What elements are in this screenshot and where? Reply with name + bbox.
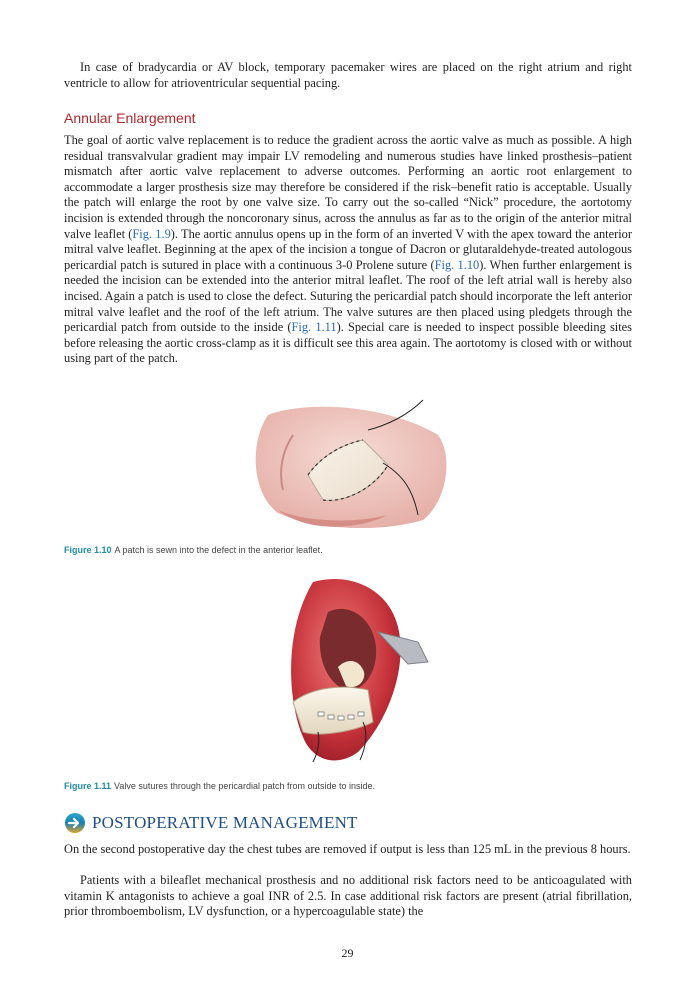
figure-1-10-caption bbox=[64, 545, 323, 555]
figure-1-10-illustration bbox=[238, 395, 458, 535]
figure-1-11-illustration bbox=[258, 572, 438, 772]
figure-reference-1-10[interactable]: Fig. 1.10 bbox=[434, 257, 480, 272]
annular-text-part-1: The goal of aortic valve replacement is to reduce the gradient across the aortic valve as much as possible. A high residual transvalvular gradient may impair LV remodeling and numerous studies have linked prosthesis–patient mismatch after aortic valve replacement to adverse outcomes. Performing an aortic root enlargement to accommodate a larger prosthesis size may therefore be considered if the risk–benefit ratio is acceptable. Usually the patch will enlarge the root by one valve size. To carry out the so-called “Nick” procedure, the aortotomy incision is extended through the noncoronary sinus, across the annulus as far as to the origin of the anterior mitral valve leaflet ( bbox=[64, 133, 632, 241]
figure-1-10-caption-text: A patch is sewn into the defect in the anterior leaflet. bbox=[114, 545, 323, 555]
postop-paragraph-2: Patients with a bileaflet mechanical prosthesis and no additional risk factors need to be anticoagulated with vitamin K antagonists to achieve a goal INR of 2.5. In case additional risk factors are present (atrial fibrillation, prior thromboembolism, LV dysfunction, or a hypercoagulable state) the bbox=[64, 873, 632, 919]
annular-text-part-2: ). The aortic annulus opens up in the form of an inverted V with the apex toward the anterior mitral valve leaflet. Beginning at the apex of the incision a tongue of Dacron or glutaraldehyde-treated autologous pericardial patch is sutured in place with a continuous 3-0 Prolene suture ( bbox=[64, 226, 633, 272]
annular-enlargement-heading: Annular Enlargement bbox=[64, 110, 196, 126]
postoperative-management-title: POSTOPERATIVE MANAGEMENT bbox=[92, 813, 358, 832]
figure-1-11-caption-text: Valve sutures through the pericardial patch from outside to inside. bbox=[114, 781, 376, 791]
figure-1-11-label: Figure 1.11 bbox=[64, 781, 112, 791]
page-number: 29 bbox=[341, 946, 354, 960]
intro-paragraph: In case of bradycardia or AV block, temporary pacemaker wires are placed on the right atrium and right ventricle to allow for atrioventricular sequential pacing. bbox=[64, 60, 632, 90]
annular-text-part-3: ). When further enlargement is needed the incision can be extended into the anterior mitral leaflet. The roof of the left atrial wall is hereby also incised. Again a patch is used to close the defect. Suturing the pericardial patch should incorporate the left anterior mitral valve leaflet and the roof of the left atrium. The valve sutures are then placed using pledgets through the pericardial patch from outside to the inside ( bbox=[64, 257, 633, 335]
postoperative-management-heading bbox=[64, 812, 358, 834]
figure-1-11-caption bbox=[64, 781, 375, 791]
figure-reference-1-11[interactable]: Fig. 1.11 bbox=[291, 320, 337, 335]
arrow-circle-icon bbox=[64, 812, 86, 834]
annular-enlargement-paragraph bbox=[64, 133, 632, 367]
figure-reference-1-9[interactable]: Fig. 1.9 bbox=[132, 226, 171, 241]
annular-text-part-4: ). Special care is needed to inspect possible bleeding sites before releasing the aortic cross-clamp as it is difficult see this area again. The aortotomy is closed with or without using part of the patch. bbox=[64, 320, 632, 366]
postop-paragraph-1: On the second postoperative day the chest tubes are removed if output is less than 125 mL in the previous 8 hours. bbox=[64, 842, 631, 856]
figure-1-10-label: Figure 1.10 bbox=[64, 545, 112, 555]
